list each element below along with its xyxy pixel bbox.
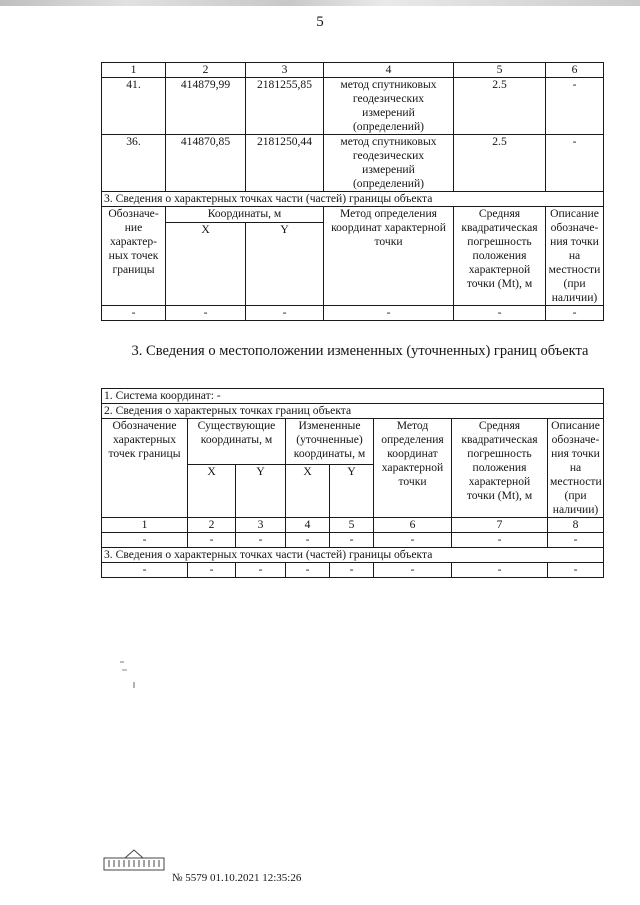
section-3-title: 3. Сведения о характерных точках части (частей) границы объекта xyxy=(102,192,604,207)
empty-cell: - xyxy=(188,533,236,548)
y-header: Y xyxy=(236,465,286,518)
column-number-row xyxy=(102,518,604,533)
accuracy-header: Средняя квадратическая погрешность положения характерной точки (Mt), м xyxy=(454,207,546,306)
col-num: 6 xyxy=(374,518,452,533)
empty-cell: - xyxy=(548,533,604,548)
points-table xyxy=(101,62,604,321)
col-num: 7 xyxy=(452,518,548,533)
section-row xyxy=(102,548,604,563)
col-num: 1 xyxy=(102,518,188,533)
empty-cell: - xyxy=(102,563,188,578)
section-row xyxy=(102,389,604,404)
x-header: X xyxy=(188,465,236,518)
header-row xyxy=(102,419,604,465)
y-header: Y xyxy=(330,465,374,518)
x-header: X xyxy=(166,223,246,306)
y-header: Y xyxy=(246,223,324,306)
empty-cell: - xyxy=(452,533,548,548)
col-num: 6 xyxy=(546,63,604,78)
empty-cell: - xyxy=(454,306,546,321)
accuracy: 2.5 xyxy=(454,78,546,135)
col-num: 4 xyxy=(324,63,454,78)
desc-header: Описание обозначе-ния точки на местности (при наличии) xyxy=(546,207,604,306)
section-title: 3. Сведения о местоположении измененных (уточненных) границ объекта xyxy=(131,343,589,359)
empty-cell: - xyxy=(286,563,330,578)
accuracy: 2.5 xyxy=(454,135,546,192)
point-number: 36. xyxy=(102,135,166,192)
scan-edge xyxy=(0,0,640,6)
coordinate-system: 1. Система координат: - xyxy=(102,389,604,404)
page-number: 5 xyxy=(316,14,324,30)
designation-header: Обозначе-ние характер-ных точек границы xyxy=(102,207,166,306)
column-number-row xyxy=(102,63,604,78)
empty-cell: - xyxy=(286,533,330,548)
col-num: 3 xyxy=(246,63,324,78)
empty-cell: - xyxy=(374,533,452,548)
col-num: 2 xyxy=(166,63,246,78)
changed-boundaries-table xyxy=(101,388,604,578)
empty-cell: - xyxy=(166,306,246,321)
empty-cell: - xyxy=(546,306,604,321)
table-row xyxy=(102,563,604,578)
method-header: Метод определения координат характерной точки xyxy=(324,207,454,306)
method: метод спутниковых геодезических измерений (определений) xyxy=(324,135,454,192)
table-row xyxy=(102,306,604,321)
designation-header: Обозначение характерных точек границы xyxy=(102,419,188,518)
building-stamp-icon xyxy=(103,848,165,872)
coords-header: Координаты, м xyxy=(166,207,324,223)
col-num: 4 xyxy=(286,518,330,533)
empty-cell: - xyxy=(324,306,454,321)
scan-marks xyxy=(118,660,138,700)
description: - xyxy=(546,135,604,192)
col-num: 5 xyxy=(330,518,374,533)
method-header: Метод определения координат характерной точки xyxy=(374,419,452,518)
empty-cell: - xyxy=(236,533,286,548)
section-3-title: 3. Сведения о характерных точках части (частей) границы объекта xyxy=(102,548,604,563)
empty-cell: - xyxy=(548,563,604,578)
col-num: 3 xyxy=(236,518,286,533)
section-row xyxy=(102,404,604,419)
method: метод спутниковых геодезических измерений (определений) xyxy=(324,78,454,135)
changed-coords-header: Измененные (уточненные) координаты, м xyxy=(286,419,374,465)
col-num: 5 xyxy=(454,63,546,78)
points-section-title: 2. Сведения о характерных точках границ объекта xyxy=(102,404,604,419)
section-row xyxy=(102,192,604,207)
document-registration: № 5579 01.10.2021 12:35:26 xyxy=(172,872,302,884)
accuracy-header: Средняя квадратическая погрешность положения характерной точки (Mt), м xyxy=(452,419,548,518)
empty-cell: - xyxy=(102,533,188,548)
x-header: X xyxy=(286,465,330,518)
col-num: 8 xyxy=(548,518,604,533)
coord-x: 414879,99 xyxy=(166,78,246,135)
coord-y: 2181255,85 xyxy=(246,78,324,135)
empty-cell: - xyxy=(330,563,374,578)
desc-header: Описание обозначе-ния точки на местности (при наличии) xyxy=(548,419,604,518)
empty-cell: - xyxy=(102,306,166,321)
table-row xyxy=(102,135,604,192)
empty-cell: - xyxy=(452,563,548,578)
col-num: 2 xyxy=(188,518,236,533)
coord-y: 2181250,44 xyxy=(246,135,324,192)
header-row xyxy=(102,207,604,223)
col-num: 1 xyxy=(102,63,166,78)
empty-cell: - xyxy=(330,533,374,548)
empty-cell: - xyxy=(374,563,452,578)
coord-x: 414870,85 xyxy=(166,135,246,192)
empty-cell: - xyxy=(188,563,236,578)
point-number: 41. xyxy=(102,78,166,135)
description: - xyxy=(546,78,604,135)
empty-cell: - xyxy=(236,563,286,578)
existing-coords-header: Существующие координаты, м xyxy=(188,419,286,465)
table-row xyxy=(102,78,604,135)
empty-cell: - xyxy=(246,306,324,321)
table-row xyxy=(102,533,604,548)
